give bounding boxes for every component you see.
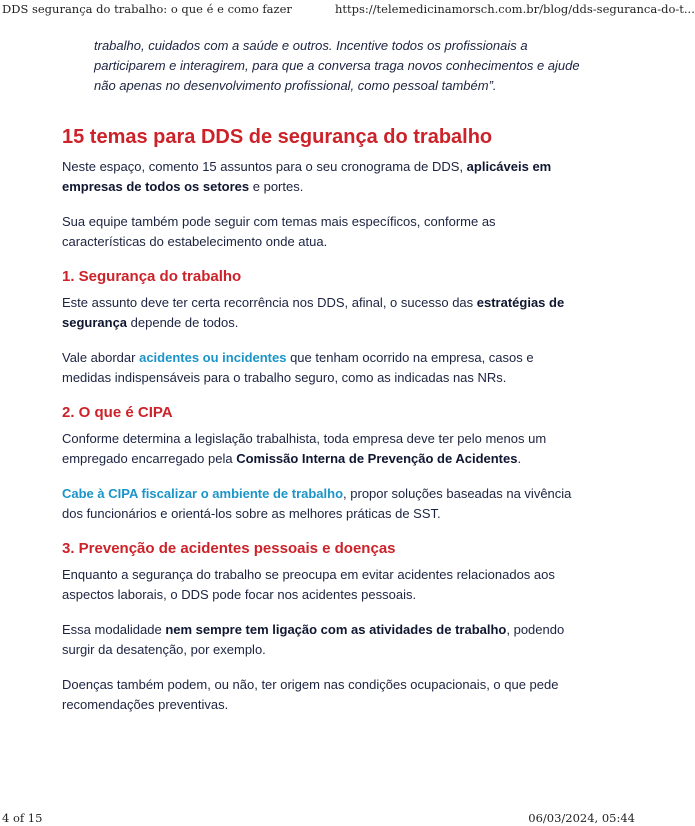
text: depende de todos. <box>127 315 239 330</box>
article-content <box>62 36 582 730</box>
topic-2-title: 2. O que é CIPA <box>62 404 173 421</box>
bold-text: estratégias de segurança <box>62 295 565 330</box>
text: , propor soluções baseadas na vivência dos funcionários e orientá-los sobre as melhores práticas de SST. <box>62 486 572 521</box>
bold-text: aplicáveis em empresas de todos os setores <box>62 159 552 194</box>
text: Conforme determina a legislação trabalhista, toda empresa deve ter pelo menos um empregado encarregado pela <box>62 431 547 466</box>
topic-1-title: 1. Segurança do trabalho <box>62 268 242 285</box>
topic-3-paragraph-2 <box>62 620 582 660</box>
link-cipa-fiscalizar[interactable]: Cabe à CIPA fiscalizar o ambiente de trabalho <box>62 486 344 501</box>
print-footer <box>0 811 638 825</box>
topic-2-paragraph-2 <box>62 484 582 524</box>
section-title: 15 temas para DDS de segurança do trabalho <box>62 126 493 148</box>
text: Essa modalidade <box>62 622 166 637</box>
topic-3-title: 3. Prevenção de acidentes pessoais e doenças <box>62 540 396 557</box>
print-header <box>0 2 695 16</box>
text: que tenham ocorrido na empresa, casos e medidas indispensáveis para o trabalho seguro, como as indicadas nas NRs. <box>62 350 534 385</box>
page-number: 4 of 15 <box>2 811 43 825</box>
text: e portes. <box>249 179 304 194</box>
text: . <box>517 451 522 466</box>
print-header-title: DDS segurança do trabalho: o que é e como fazer <box>2 2 292 16</box>
topic-1-paragraph-2 <box>62 348 582 388</box>
print-datetime: 06/03/2024, 05:44 <box>528 811 635 825</box>
text: Este assunto deve ter certa recorrência nos DDS, afinal, o sucesso das <box>62 295 477 310</box>
intro-paragraph-2: Sua equipe também pode seguir com temas mais específicos, conforme as características do estabelecimento onde atua. <box>62 214 496 249</box>
topic-3-paragraph-3: Doenças também podem, ou não, ter origem nas condições ocupacionais, o que pede recomendações preventivas. <box>62 677 559 712</box>
topic-1-paragraph-1 <box>62 293 582 333</box>
text: Neste espaço, comento 15 assuntos para o seu cronograma de DDS, <box>62 159 467 174</box>
text: , podendo surgir da desatenção, por exemplo. <box>62 622 565 657</box>
topic-2-paragraph-1 <box>62 429 582 469</box>
blockquote: trabalho, cuidados com a saúde e outros. Incentive todos os profissionais a participarem e interagirem, para que a conversa traga novos conhecimentos e ajude não apenas no desenvolvimento profissional, como pessoal também”. <box>94 38 580 93</box>
print-header-url: https://telemedicinamorsch.com.br/blog/dds-seguranca-do-t... <box>335 2 695 16</box>
intro-paragraph-1 <box>62 157 582 197</box>
topic-3-paragraph-1: Enquanto a segurança do trabalho se preocupa em evitar acidentes relacionados aos aspectos laborais, o DDS pode focar nos acidentes pessoais. <box>62 567 555 602</box>
link-acidentes-incidentes[interactable]: acidentes ou incidentes <box>139 350 287 365</box>
bold-text: Comissão Interna de Prevenção de Acidentes <box>236 451 518 466</box>
bold-text: nem sempre tem ligação com as atividades de trabalho <box>165 622 507 637</box>
text: Vale abordar <box>62 350 140 365</box>
